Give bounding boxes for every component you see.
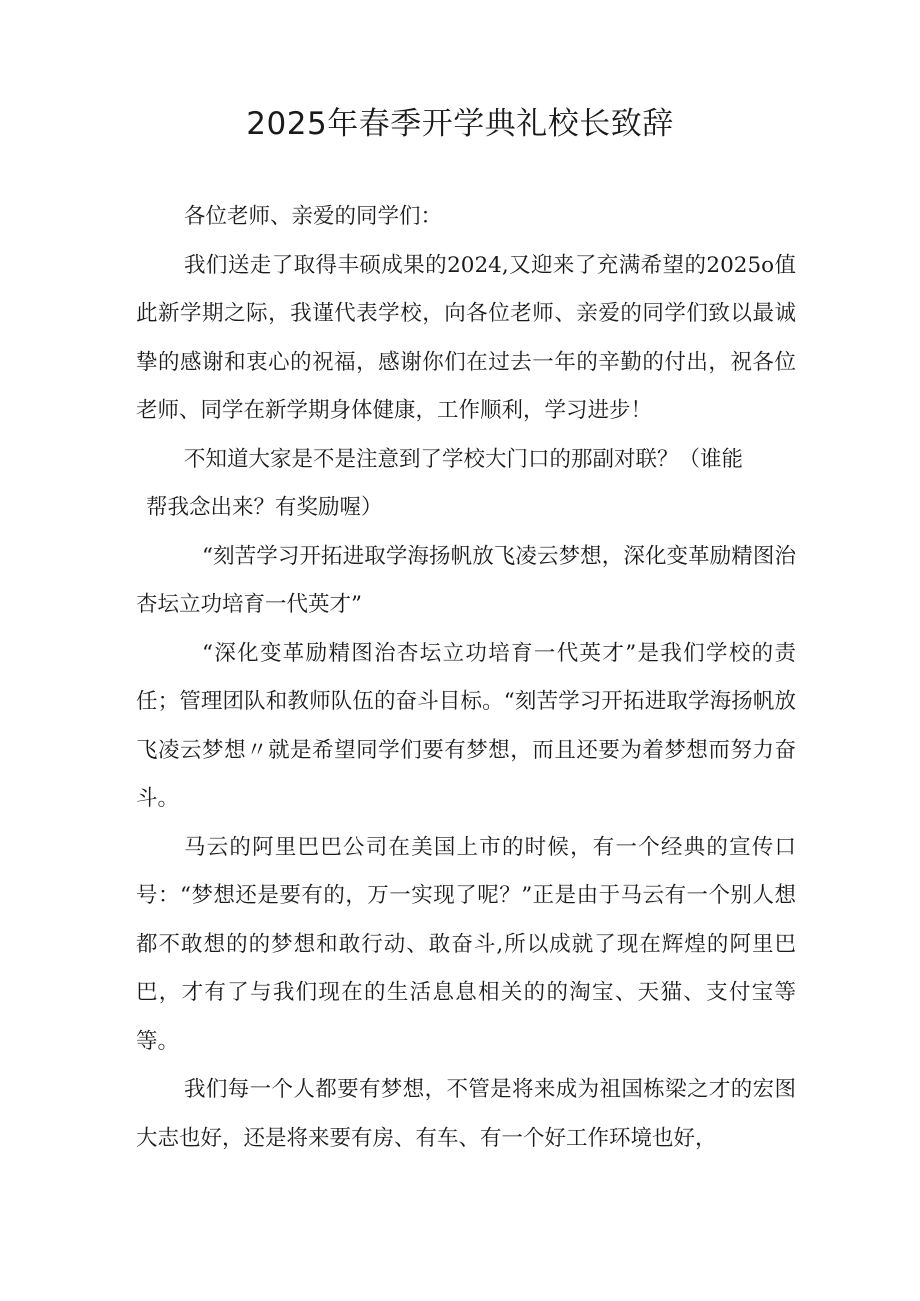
salutation: 各位老师、亲爱的同学们： <box>184 204 443 229</box>
paragraph-couplet-meaning: “深化变革励精图治杏坛立功培育一代英才”是我们学校的责任；管理团队和教师队伍的奋斗目标。“刻苦学习开拓进取学海扬帆放飞凌云梦想〃就是希望同学们要有梦想，而且还要为着梦想而努力奋斗。 <box>136 640 796 811</box>
paragraph-dreams: 我们每一个人都要有梦想，不管是将来成为祖国栋梁之才的宏图大志也好，还是将来要有房、有车、有一个好工作环境也好， <box>136 1077 796 1151</box>
paragraph-new-year: 我们送走了取得丰硕成果的2024,又迎来了充满希望的2025o值此新学期之际，我谨代表学校，向各位老师、亲爱的同学们致以最诚挚的感谢和衷心的祝福，感谢你们在过去一年的辛勤的付出，祝各位老师、同学在新学期身体健康，工作顺利，学习进步！ <box>136 252 796 423</box>
document-body <box>136 193 796 1163</box>
paragraph-couplet-question: 不知道大家是不是注意到了学校大门口的那副对联？（谁能 <box>184 446 744 472</box>
paragraph-couplet-quote: “刻苦学习开拓进取学海扬帆放飞凌云梦想，深化变革励精图治杏坛立功培育一代英才” <box>136 543 796 617</box>
paragraph-couplet-question-cont: 帮我念出来？有奖励喔） <box>146 495 383 520</box>
paragraph-jack-ma: 马云的阿里巴巴公司在美国上市的时候，有一个经典的宣传口号：“梦想还是要有的，万一实现了呢？”正是由于马云有一个别人想都不敢想的的梦想和敢行动、敢奋斗,所以成就了现在辉煌的阿里巴巴，才有了与我们现在的生活息息相关的的淘宝、天猫、支付宝等等。 <box>136 834 796 1054</box>
document-title: 2025年春季开学典礼校长致辞 <box>246 106 674 142</box>
